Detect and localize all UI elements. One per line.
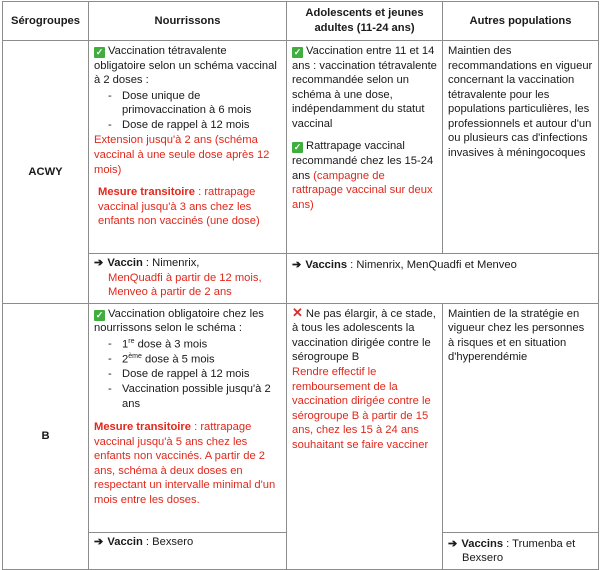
- table-row-b: [3, 303, 599, 532]
- acwy-vaccins-cell: ➔ Vaccins : Nimenrix, MenQuadfi et Menveo: [287, 254, 599, 304]
- b-vaccins-cell: ➔ Vaccins : Trumenba et Bexsero: [443, 532, 599, 569]
- acwy-ado-cell: ✓ Vaccination entre 11 et 14 ans : vaccination tétravalente recommandée selon un schéma à une dose, indépendamment du statut vaccinal ✓ Rattrapage vaccinal recommandé chez les 15-24 ans (campagne de rattrapage vaccinal sur deux ans): [287, 41, 443, 254]
- acwy-nourrissons-cell: ✓ Vaccination tétravalente obligatoire selon un schéma vaccinal à 2 doses : - Dose unique de primovaccination à 6 mois - Dose de rappel à 12 mois Extension jusqu'à 2 ans (schéma vaccinal à une seule dose après 12 mois) Mesure transitoire : rattrapage vaccinal jusqu'à 3 ans chez les enfants non vaccinés (une dose): [89, 41, 287, 254]
- header-row: [3, 2, 599, 41]
- check-icon: ✓: [95, 47, 104, 57]
- vaccination-table: [2, 1, 599, 570]
- list-item: - Dose de rappel à 12 mois: [108, 367, 281, 382]
- header-autres: Autres populations: [443, 2, 599, 41]
- list-item: - Dose unique de primovaccination à 6 mois: [108, 89, 281, 118]
- acwy-extension: Extension jusqu'à 2 ans (schéma vaccinal à une seule dose après 12 mois): [94, 134, 270, 176]
- b-dose-list: [94, 337, 281, 411]
- acwy-mesure: Mesure transitoire : rattrapage vaccinal jusqu'à 3 ans chez les enfants non vaccinés (une dose): [98, 186, 260, 228]
- arrow-right-icon: ➔: [448, 537, 458, 550]
- header-adolescents: Adolescents et jeunes adultes (11-24 ans): [287, 2, 443, 41]
- b-mesure: Mesure transitoire : rattrapage vaccinal jusqu'à 5 ans chez les enfants non vaccinés. A partir de 2 ans, schéma à deux doses en respectant un intervalle minimal d'un mois entre les doses.: [94, 421, 276, 506]
- header-serogroupes: Sérogroupes: [3, 2, 89, 41]
- check-icon: ✓: [95, 309, 104, 320]
- list-item: - Vaccination possible jusqu'à 2 ans: [108, 382, 281, 411]
- arrow-right-icon: ➔: [292, 259, 302, 271]
- table-row-acwy: [3, 41, 599, 254]
- serogroup-acwy: ACWY: [3, 41, 89, 304]
- b-nourrissons-cell: ✓ Vaccination obligatoire chez les nourrissons selon le schéma : - 1re dose à 3 mois - 2ème dose à 5 mois - Dose de rappel à 12 mois - Vaccination possible jusqu'à 2 ans Mesure transitoire : rattrapage vaccinal jusqu'à 5 ans chez les enfants non vaccinés. A partir de 2 ans, schéma à deux doses en respectant un intervalle minimal d'un mois entre les doses.: [89, 303, 287, 532]
- arrow-right-icon: ➔: [94, 257, 104, 269]
- acwy-autres-cell: Maintien des recommandations en vigueur concernant la vaccination tétravalente pour les populations particulières, les professionnels et autour d'un ou plusieurs cas d'infections invasives à méningocoques: [443, 41, 599, 254]
- check-icon: ✓: [293, 47, 302, 57]
- list-item: - 2ème dose à 5 mois: [108, 352, 281, 367]
- header-nourrissons: Nourrissons: [89, 2, 287, 41]
- acwy-dose-list: [94, 89, 281, 133]
- check-icon: ✓: [293, 142, 302, 153]
- b-autres-cell: Maintien de la stratégie en vigueur chez les personnes à risques et en situation d'hyperendémie: [443, 303, 599, 532]
- b-ado-remboursement: Rendre effectif le remboursement de la vaccination dirigée contre le sérogroupe B à partir de 15 ans, chez les 15 à 24 ans souhaitant se faire vacciner: [292, 365, 431, 451]
- list-item: - Dose de rappel à 12 mois: [108, 118, 281, 133]
- list-item: - 1re dose à 3 mois: [108, 337, 281, 352]
- b-vaccin-cell: ➔ Vaccin : Bexsero: [89, 532, 287, 569]
- serogroup-b: B: [3, 303, 89, 569]
- b-ado-cell: ✕ Ne pas élargir, à ce stade, à tous les adolescents la vaccination dirigée contre le sérogroupe B Rendre effectif le remboursement de la vaccination dirigée contre le sérogroupe B à partir de 15 ans, chez les 15 à 24 ans souhaitant se faire vacciner: [287, 303, 443, 569]
- cross-icon: ✕: [292, 304, 303, 320]
- arrow-right-icon: ➔: [94, 535, 104, 548]
- acwy-vaccin-cell: ➔ Vaccin : Nimenrix, MenQuadfi à partir de 12 mois, Menveo à partir de 2 ans: [89, 254, 287, 304]
- table-row-acwy-vaccins: [3, 254, 599, 304]
